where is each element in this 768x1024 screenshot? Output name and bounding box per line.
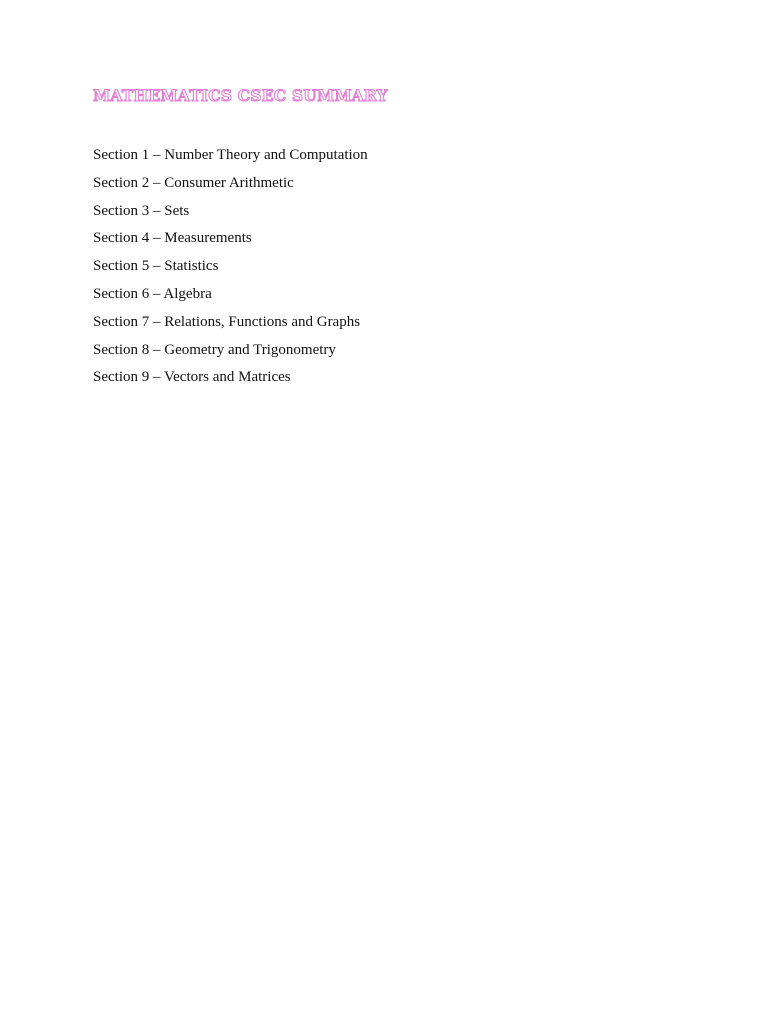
section-item: Section 7 – Relations, Functions and Graphs [93,313,361,330]
section-item: Section 6 – Algebra [93,285,212,302]
section-item: Section 8 – Geometry and Trigonometry [93,341,336,358]
section-item: Section 9 – Vectors and Matrices [93,369,291,386]
section-item: Section 3 – Sets [93,202,190,219]
document-title: MATHEMATICS CSEC SUMMARY [93,86,388,105]
section-list [93,145,368,395]
section-item: Section 1 – Number Theory and Computation [93,147,368,163]
section-item: Section 4 – Measurements [93,230,252,247]
section-item: Section 2 – Consumer Arithmetic [93,174,294,191]
section-item: Section 5 – Statistics [93,258,219,275]
